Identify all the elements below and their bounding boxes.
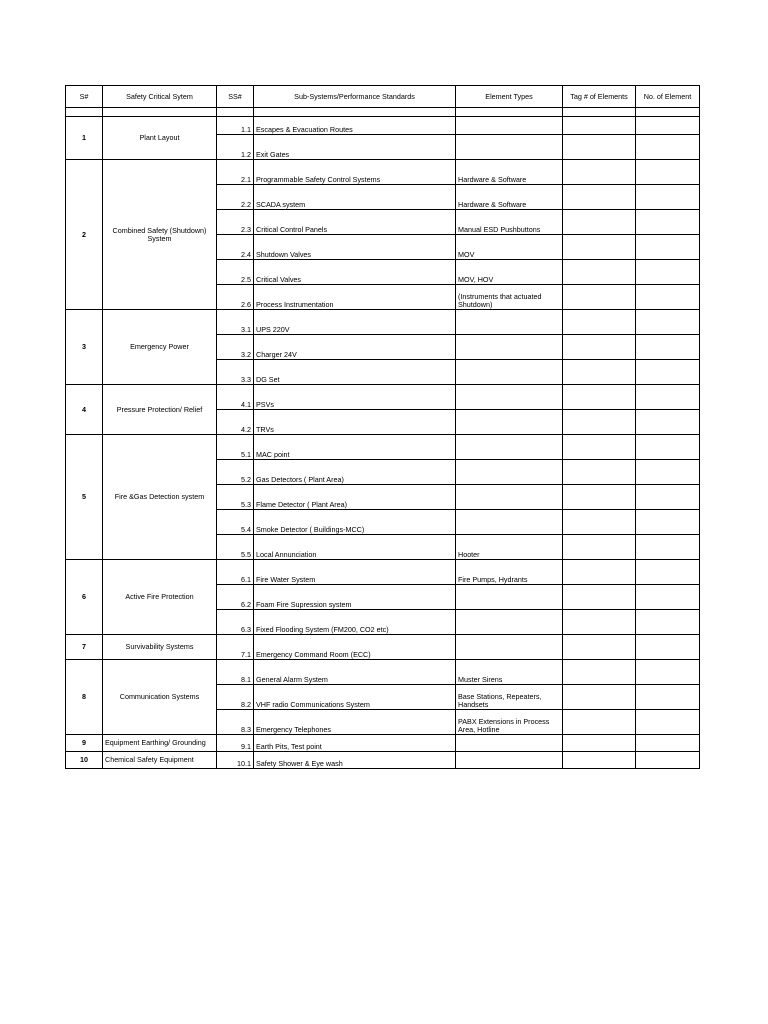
system-number: 3 — [66, 310, 103, 385]
tag-cell — [563, 685, 636, 710]
spacer-row — [66, 108, 700, 117]
tag-cell — [563, 285, 636, 310]
subsystem-name: Flame Detector ( Plant Area) — [254, 485, 456, 510]
element-types: PABX Extensions in Process Area, Hotline — [456, 710, 563, 735]
count-cell — [636, 660, 700, 685]
count-cell — [636, 160, 700, 185]
tag-cell — [563, 710, 636, 735]
tag-cell — [563, 260, 636, 285]
subsystem-name: VHF radio Communications System — [254, 685, 456, 710]
tag-cell — [563, 310, 636, 335]
subsystem-name: PSVs — [254, 385, 456, 410]
element-types — [456, 585, 563, 610]
count-cell — [636, 685, 700, 710]
count-cell — [636, 735, 700, 752]
subsystem-number: 1.1 — [217, 117, 254, 135]
subsystem-number: 10.1 — [217, 752, 254, 769]
spacer-cell — [103, 108, 217, 117]
element-types: Fire Pumps, Hydrants — [456, 560, 563, 585]
count-cell — [636, 560, 700, 585]
system-number: 7 — [66, 635, 103, 660]
count-cell — [636, 135, 700, 160]
element-types: Hardware & Software — [456, 160, 563, 185]
tag-cell — [563, 435, 636, 460]
subsystem-name: Fire Water System — [254, 560, 456, 585]
table-row — [66, 435, 700, 460]
element-types — [456, 135, 563, 160]
subsystem-number: 8.1 — [217, 660, 254, 685]
count-cell — [636, 260, 700, 285]
header-ss: SS# — [217, 86, 254, 108]
tag-cell — [563, 117, 636, 135]
count-cell — [636, 185, 700, 210]
count-cell — [636, 635, 700, 660]
subsystem-number: 7.1 — [217, 635, 254, 660]
table-row — [66, 117, 700, 135]
spacer-cell — [217, 108, 254, 117]
table-body — [66, 108, 700, 769]
subsystem-number: 2.3 — [217, 210, 254, 235]
subsystem-name: DG Set — [254, 360, 456, 385]
element-types — [456, 385, 563, 410]
tag-cell — [563, 660, 636, 685]
count-cell — [636, 585, 700, 610]
table-row — [66, 752, 700, 769]
spacer-cell — [66, 108, 103, 117]
subsystem-name: TRVs — [254, 410, 456, 435]
subsystem-name: MAC point — [254, 435, 456, 460]
element-types — [456, 752, 563, 769]
table-row — [66, 560, 700, 585]
element-types — [456, 485, 563, 510]
count-cell — [636, 710, 700, 735]
subsystem-name: Safety Shower & Eye wash — [254, 752, 456, 769]
subsystem-number: 8.3 — [217, 710, 254, 735]
subsystem-name: Critical Valves — [254, 260, 456, 285]
system-number: 4 — [66, 385, 103, 435]
tag-cell — [563, 335, 636, 360]
tag-cell — [563, 585, 636, 610]
element-types — [456, 360, 563, 385]
subsystem-name: Emergency Telephones — [254, 710, 456, 735]
header-count: No. of Element — [636, 86, 700, 108]
element-types: MOV, HOV — [456, 260, 563, 285]
subsystem-number: 3.1 — [217, 310, 254, 335]
subsystem-number: 4.1 — [217, 385, 254, 410]
tag-cell — [563, 210, 636, 235]
tag-cell — [563, 185, 636, 210]
header-row — [66, 86, 700, 108]
system-name: Chemical Safety Equipment — [103, 752, 217, 769]
count-cell — [636, 335, 700, 360]
system-number: 9 — [66, 735, 103, 752]
safety-critical-systems-table — [65, 85, 700, 769]
system-number: 8 — [66, 660, 103, 735]
subsystem-name: Exit Gates — [254, 135, 456, 160]
system-name: Emergency Power — [103, 310, 217, 385]
subsystem-name: Fixed Flooding System (FM200, CO2 etc) — [254, 610, 456, 635]
count-cell — [636, 610, 700, 635]
subsystem-name: Critical Control Panels — [254, 210, 456, 235]
header-system: Safety Critical Sytem — [103, 86, 217, 108]
subsystem-name: Escapes & Evacuation Routes — [254, 117, 456, 135]
count-cell — [636, 535, 700, 560]
element-types — [456, 410, 563, 435]
count-cell — [636, 385, 700, 410]
count-cell — [636, 460, 700, 485]
element-types — [456, 460, 563, 485]
count-cell — [636, 410, 700, 435]
element-types — [456, 310, 563, 335]
count-cell — [636, 360, 700, 385]
subsystem-number: 9.1 — [217, 735, 254, 752]
system-name: Fire &Gas Detection system — [103, 435, 217, 560]
system-name: Survivability Systems — [103, 635, 217, 660]
subsystem-number: 3.2 — [217, 335, 254, 360]
subsystem-name: Foam Fire Supression system — [254, 585, 456, 610]
subsystem-number: 6.1 — [217, 560, 254, 585]
subsystem-name: Programmable Safety Control Systems — [254, 160, 456, 185]
table-row — [66, 160, 700, 185]
count-cell — [636, 210, 700, 235]
element-types: Manual ESD Pushbuttons — [456, 210, 563, 235]
subsystem-number: 5.5 — [217, 535, 254, 560]
header-sub: Sub-Systems/Performance Standards — [254, 86, 456, 108]
table-row — [66, 635, 700, 660]
element-types — [456, 510, 563, 535]
element-types — [456, 335, 563, 360]
count-cell — [636, 310, 700, 335]
spacer-cell — [563, 108, 636, 117]
subsystem-name: Local Annunciation — [254, 535, 456, 560]
subsystem-number: 8.2 — [217, 685, 254, 710]
subsystem-number: 2.6 — [217, 285, 254, 310]
system-number: 6 — [66, 560, 103, 635]
subsystem-number: 6.3 — [217, 610, 254, 635]
table-row — [66, 385, 700, 410]
element-types — [456, 610, 563, 635]
tag-cell — [563, 752, 636, 769]
system-name: Communication Systems — [103, 660, 217, 735]
count-cell — [636, 117, 700, 135]
tag-cell — [563, 510, 636, 535]
subsystem-number: 2.4 — [217, 235, 254, 260]
table-row — [66, 660, 700, 685]
tag-cell — [563, 135, 636, 160]
tag-cell — [563, 735, 636, 752]
subsystem-number: 2.2 — [217, 185, 254, 210]
element-types — [456, 117, 563, 135]
subsystem-number: 6.2 — [217, 585, 254, 610]
subsystem-number: 5.1 — [217, 435, 254, 460]
count-cell — [636, 752, 700, 769]
element-types: Base Stations, Repeaters, Handsets — [456, 685, 563, 710]
system-name: Pressure Protection/ Relief — [103, 385, 217, 435]
table-row — [66, 735, 700, 752]
spacer-cell — [254, 108, 456, 117]
subsystem-number: 5.3 — [217, 485, 254, 510]
element-types — [456, 435, 563, 460]
subsystem-number: 1.2 — [217, 135, 254, 160]
subsystem-name: Charger 24V — [254, 335, 456, 360]
element-types — [456, 635, 563, 660]
system-name: Equipment Earthing/ Grounding — [103, 735, 217, 752]
tag-cell — [563, 560, 636, 585]
element-types: Hardware & Software — [456, 185, 563, 210]
tag-cell — [563, 235, 636, 260]
subsystem-name: Process Instrumentation — [254, 285, 456, 310]
tag-cell — [563, 385, 636, 410]
subsystem-number: 2.5 — [217, 260, 254, 285]
element-types: Hooter — [456, 535, 563, 560]
subsystem-name: Smoke Detector ( Buildings-MCC) — [254, 510, 456, 535]
tag-cell — [563, 360, 636, 385]
element-types: Muster Sirens — [456, 660, 563, 685]
tag-cell — [563, 535, 636, 560]
subsystem-name: SCADA system — [254, 185, 456, 210]
element-types: MOV — [456, 235, 563, 260]
header-sn: S# — [66, 86, 103, 108]
tag-cell — [563, 485, 636, 510]
count-cell — [636, 435, 700, 460]
count-cell — [636, 285, 700, 310]
count-cell — [636, 235, 700, 260]
table-row — [66, 310, 700, 335]
subsystem-name: Shutdown Valves — [254, 235, 456, 260]
system-name: Active Fire Protection — [103, 560, 217, 635]
system-name: Plant Layout — [103, 117, 217, 160]
count-cell — [636, 510, 700, 535]
tag-cell — [563, 460, 636, 485]
header-tag: Tag # of Elements — [563, 86, 636, 108]
subsystem-name: Earth Pits, Test point — [254, 735, 456, 752]
system-number: 1 — [66, 117, 103, 160]
subsystem-number: 4.2 — [217, 410, 254, 435]
subsystem-number: 5.4 — [217, 510, 254, 535]
subsystem-number: 5.2 — [217, 460, 254, 485]
system-name: Combined Safety (Shutdown) System — [103, 160, 217, 310]
tag-cell — [563, 635, 636, 660]
system-number: 10 — [66, 752, 103, 769]
subsystem-number: 3.3 — [217, 360, 254, 385]
tag-cell — [563, 610, 636, 635]
subsystem-name: Emergency Command Room (ECC) — [254, 635, 456, 660]
subsystem-number: 2.1 — [217, 160, 254, 185]
header-element-types: Element Types — [456, 86, 563, 108]
subsystem-name: General Alarm System — [254, 660, 456, 685]
system-number: 2 — [66, 160, 103, 310]
count-cell — [636, 485, 700, 510]
tag-cell — [563, 410, 636, 435]
subsystem-name: UPS 220V — [254, 310, 456, 335]
system-number: 5 — [66, 435, 103, 560]
subsystem-name: Gas Detectors ( Plant Area) — [254, 460, 456, 485]
element-types — [456, 735, 563, 752]
element-types: (Instruments that actuated Shutdown) — [456, 285, 563, 310]
spacer-cell — [636, 108, 700, 117]
tag-cell — [563, 160, 636, 185]
spacer-cell — [456, 108, 563, 117]
